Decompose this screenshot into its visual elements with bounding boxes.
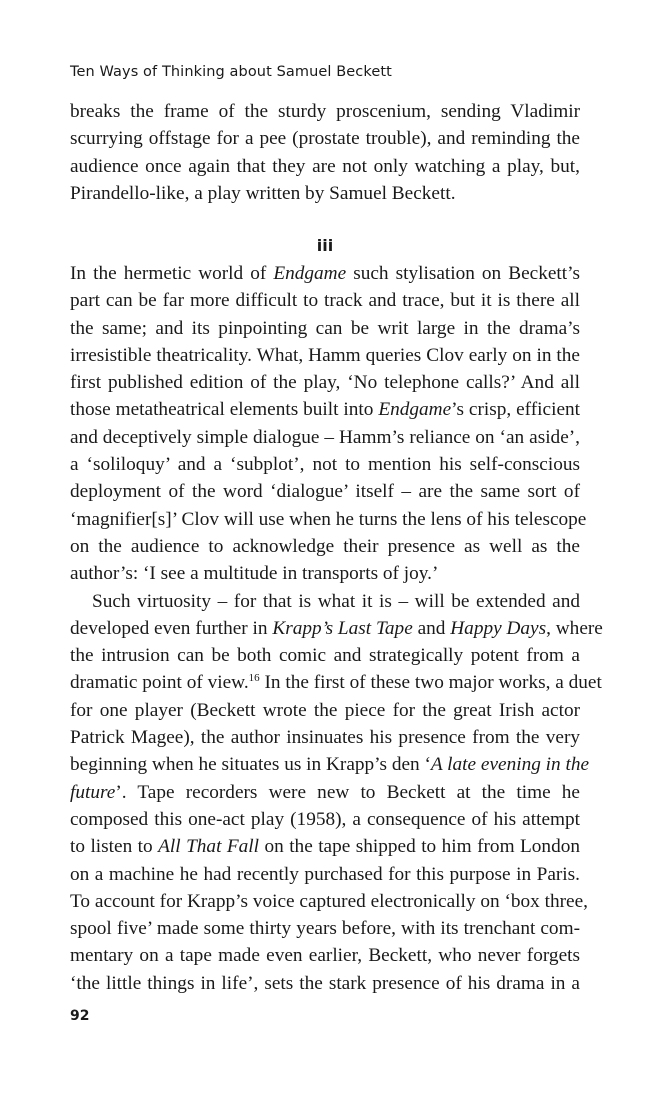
text-line: developed even further in Krapp’s Last Tape and Happy Days, where	[70, 617, 603, 639]
paragraph-3-lines	[70, 588, 603, 997]
text-line: deployment of the word ‘dialogue’ itself – are the same sort of	[70, 481, 580, 503]
running-head: Ten Ways of Thinking about Samuel Beckett	[70, 64, 392, 80]
text-line: the intrusion can be both comic and strategically potent from a	[70, 645, 580, 667]
section-heading: iii	[316, 236, 334, 255]
text-line: Such virtuosity – for that is what it is – will be extended and	[92, 590, 580, 612]
text-line: author’s: ‘I see a multitude in transports of joy.’	[70, 563, 439, 585]
text-line: spool five’ made some thirty years before, with its trenchant com-	[70, 918, 580, 940]
text-line: Patrick Magee), the author insinuates his presence from the very	[70, 727, 580, 749]
text-line: audience once again that they are not only watching a play, but,	[70, 155, 580, 177]
text-line: the same; and its pinpointing can be writ large in the drama’s	[70, 317, 580, 339]
text-line: to listen to All That Fall on the tape shipped to him from London	[70, 836, 580, 858]
text-line: ‘the little things in life’, sets the stark presence of his drama in a	[70, 972, 580, 994]
text-line: on the audience to acknowledge their presence as well as the	[70, 535, 580, 557]
text-line: In the hermetic world of Endgame such stylisation on Beckett’s	[70, 263, 580, 284]
text-line: on a machine he had recently purchased for this purpose in Paris.	[70, 863, 580, 885]
text-line: beginning when he situates us in Krapp’s den ‘A late evening in the	[70, 754, 590, 776]
text-line: To account for Krapp’s voice captured electronically on ‘box three,	[70, 890, 588, 912]
text-line: Pirandello-like, a play written by Samuel Beckett.	[70, 182, 456, 204]
text-line: part can be far more difficult to track and trace, but it is there all	[70, 290, 580, 312]
text-line: composed this one-act play (1958), a consequence of his attempt	[70, 808, 580, 830]
paragraph-1	[70, 98, 580, 207]
page-number: 92	[70, 1008, 90, 1024]
text-line: for one player (Beckett wrote the piece for the great Irish actor	[70, 699, 580, 721]
text-line: and deceptively simple dialogue – Hamm’s reliance on ‘an aside’,	[70, 426, 580, 448]
text-line: breaks the frame of the sturdy proscenium, sending Vladimir	[70, 101, 580, 122]
text-line: future’. Tape recorders were new to Beckett at the time he	[70, 781, 580, 803]
text-line: first published edition of the play, ‘No telephone calls?’ And all	[70, 372, 580, 394]
text-line: irresistible theatricality. What, Hamm queries Clov early on in the	[70, 344, 580, 366]
text-line: dramatic point of view.$^{16}$ In the first of these two major works, a duet	[70, 672, 602, 694]
paragraph-2	[70, 260, 603, 997]
text-line: a ‘soliloquy’ and a ‘subplot’, not to mention his self-conscious	[70, 454, 580, 476]
text-line: scurrying offstage for a pee (prostate trouble), and reminding the	[70, 128, 580, 150]
text-line: ‘magnifier[s]’ Clov will use when he turns the lens of his telescope	[70, 508, 587, 530]
text-line: those metatheatrical elements built into Endgame’s crisp, efficient	[70, 399, 580, 421]
text-line: mentary on a tape made even earlier, Beckett, who never forgets	[70, 945, 580, 967]
paragraph-2-lines	[70, 260, 587, 588]
